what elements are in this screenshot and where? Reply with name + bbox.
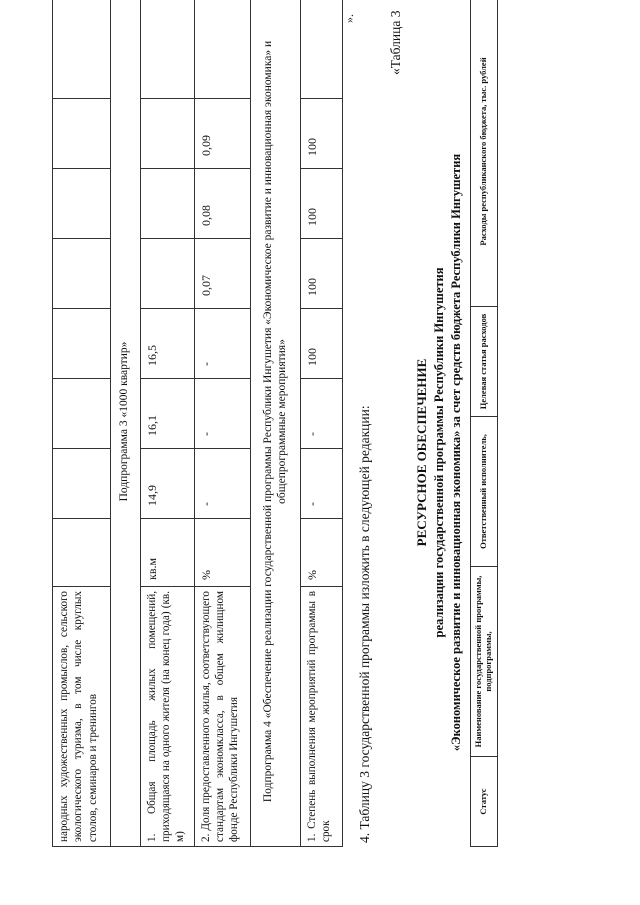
subprogram4-title: Подпрограмма 4 «Обеспечение реализации государственной программы Республики Ингушетия «Экономическое развитие и инновационная экономика» и общепрограммные мероприятия» xyxy=(250,0,300,847)
indicators-table xyxy=(52,0,343,847)
value-cell: - xyxy=(194,309,250,379)
table-row xyxy=(194,0,250,847)
column-header: Статус xyxy=(471,757,498,847)
indicator-name-cell: 1. Общая площадь жилых помещений, приходящаяся на одного жителя (на конец года) (кв. м) xyxy=(140,587,194,847)
value-cell: 0,07 xyxy=(194,239,250,309)
column-header: Целевая статья расходов xyxy=(471,307,498,417)
value-cell: - xyxy=(194,379,250,449)
value-cell: - xyxy=(301,449,343,519)
value-cell xyxy=(140,99,194,169)
column-header: Ответственный исполнитель, xyxy=(471,417,498,567)
column-header: Расходы республиканского бюджета, тыс. рублей xyxy=(471,0,498,307)
unit-cell: кв.м xyxy=(140,519,194,587)
heading-subtitle-2: «Экономическое развитие и инновационная экономика» за счет средств бюджета Республики Ингушетия xyxy=(449,153,463,752)
value-cell: 100 xyxy=(301,239,343,309)
value-cell: 100 xyxy=(301,99,343,169)
subprogram-title-row xyxy=(111,0,141,847)
value-cell xyxy=(140,239,194,309)
value-cell: 16,5 xyxy=(140,309,194,379)
value-cell: 0,09 xyxy=(194,99,250,169)
table-row xyxy=(140,0,194,847)
subprogram3-title: Подпрограмма 3 «1000 квартир» xyxy=(111,0,141,847)
resource-table xyxy=(470,0,498,847)
value-cell xyxy=(301,0,343,99)
table-3-label: «Таблица 3 xyxy=(388,10,403,75)
column-header: Наименование государственной программы, подпрограммы, xyxy=(471,567,498,757)
table-header-row xyxy=(471,0,498,847)
table-row xyxy=(53,0,111,847)
value-cell: - xyxy=(194,449,250,519)
heading-subtitle: реализации государственной программы Республики Ингушетия xyxy=(432,267,446,638)
unit-cell: % xyxy=(301,519,343,587)
value-cell: 14,9 xyxy=(140,449,194,519)
value-cell xyxy=(140,169,194,239)
subprogram-title-row xyxy=(250,0,300,847)
value-cell xyxy=(140,0,194,99)
paragraph-4: 4. Таблицу 3 государственной программы изложить в следующей редакции: xyxy=(357,405,372,843)
indicator-name-cell: 1. Степень выполнения мероприятий программы в срок xyxy=(301,587,343,847)
indicator-name-cell: 2. Доля предоставленного жилья, соответствующего стандартам экономкласса, в общем жилищном фонде Республики Ингушетия xyxy=(194,587,250,847)
value-cell: 100 xyxy=(301,309,343,379)
value-cell: 16,1 xyxy=(140,379,194,449)
unit-cell: % xyxy=(194,519,250,587)
closing-quote-mark: ». xyxy=(342,14,356,23)
value-cell: 0,08 xyxy=(194,169,250,239)
value-cell xyxy=(194,0,250,99)
table-row xyxy=(301,0,343,847)
heading-title: РЕСУРСНОЕ ОБЕСПЕЧЕНИЕ xyxy=(414,358,429,547)
value-cell: 100 xyxy=(301,169,343,239)
value-cell: - xyxy=(301,379,343,449)
indicator-name-cell: народных художественных промыслов, сельского экологического туризма, в том числе круглых столов, семинаров и тренингов xyxy=(53,587,111,847)
